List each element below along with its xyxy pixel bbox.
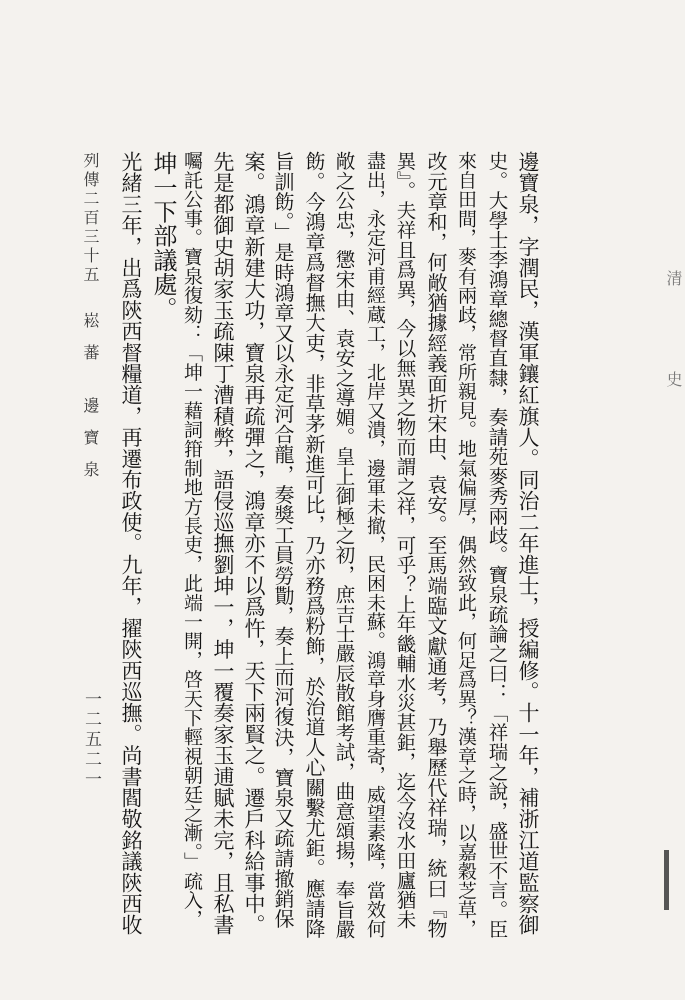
text-column: 旨訓飭。」是時鴻章又以永定河合龍，奏獎工員勞勩，奏上而河復決，寶泉又疏請撤銷保 bbox=[271, 151, 295, 929]
binding-edge-mark bbox=[664, 850, 669, 910]
text-column: 邊寶泉，字潤民，漢軍鑲紅旗人。同治二年進士，授編修。十一年，補浙江道監察御 bbox=[516, 151, 540, 936]
text-column: 坤一下部議處。 bbox=[149, 151, 177, 321]
text-column: 先是都御史胡家玉疏陳丁漕積弊，語侵巡撫劉坤一，坤一覆奏家玉逋賦未完，且私書 bbox=[211, 151, 235, 936]
text-column: 異』。夫祥且爲異，今以無異之物而謂之祥，可乎？上年畿輔水災甚鉅，迄今沒水田廬猶未 bbox=[393, 151, 417, 930]
text-column: 敞之公忠，懲宋由、袁安之導媚。皇上御極之初，庶吉士嚴辰散館考試，曲意頌揚，奉旨嚴 bbox=[332, 151, 356, 939]
text-column: 飭。今鴻章爲督撫大吏，非草茅新進可比，乃亦務爲粉飾，於治道人心關繫尤鉅。應請降 bbox=[302, 151, 326, 939]
text-column: 盡出，永定河甫經蔵工，北岸又潰，邊軍未撤，民困未蘇。鴻章身膺重寄，威望素隆，當效何 bbox=[364, 151, 386, 939]
text-column: 改元章和，何敞猶據經義面折宋由、袁安。至馬端臨文獻通考，乃舉歷代祥瑞，統曰『物 bbox=[424, 151, 448, 939]
page-number: 一二五二一 bbox=[81, 690, 101, 790]
binding-edge-text: 清 史 bbox=[664, 270, 683, 428]
chapter-label: 列傳二百三十五 bbox=[81, 152, 100, 285]
text-column: 史。大學士李鴻章總督直隸，奏請苑麥秀兩歧。寶泉疏論之曰：「祥瑞之說，盛世不言。臣 bbox=[485, 151, 509, 939]
text-column: 囑託公事。寶泉復劾：「坤一藉詞箝制地方長吏，此端一開，啓天下輕視朝廷之漸。」疏入， bbox=[181, 151, 203, 929]
text-column: 來自田間，麥有兩歧，常所親見。地氣偏厚，偶然致此，何足爲異？漢章之時，以嘉穀芝草， bbox=[455, 151, 477, 939]
text-column: 案。鴻章新建大功，寶泉再疏彈之，鴻章亦不以爲忤，天下兩賢之。遷戶科給事中。 bbox=[242, 151, 266, 936]
section-title: 崧蕃 邊寶泉 bbox=[81, 312, 100, 494]
text-column: 光緒三年，出爲陝西督糧道，再遷布政使。九年，擢陝西巡撫。尚書閻敬銘議陝西收 bbox=[119, 151, 143, 936]
